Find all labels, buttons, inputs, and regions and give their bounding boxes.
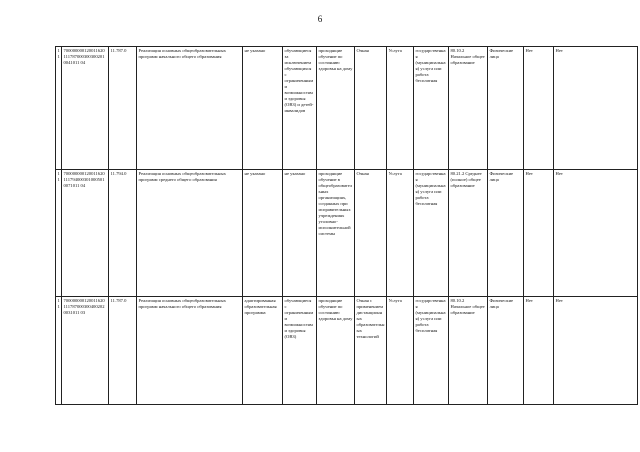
cell-content-3: проходящие обучение по состоянию здоровья на дому	[317, 297, 355, 405]
cell-form: Очная	[355, 170, 387, 297]
cell-consumer: Физические лица	[488, 170, 524, 297]
cell-registry-code: 7000000001200116201117870003004002020031011 03	[62, 297, 109, 405]
cell-num: 11	[56, 170, 62, 297]
cell-service-name: Реализация основных общеобразовательных программ начального общего образования	[137, 47, 243, 170]
cell-okved: 80.10.2 Начальное общее образование	[449, 297, 488, 405]
cell-type: Услуга	[387, 47, 414, 170]
cell-service-name: Реализация основных общеобразовательных программ начального общего образования	[137, 297, 243, 405]
cell-content-1: адаптированная образовательная программа	[243, 297, 283, 405]
cell-okved: 80.10.2 Начальное общее образование	[449, 47, 488, 170]
cell-flag-1: Нет	[524, 47, 554, 170]
cell-flag-1: Нет	[524, 297, 554, 405]
cell-registry-code: 7000000001200116201117870003003002010041011 04	[62, 47, 109, 170]
cell-registry-code: 7000000001200116201117940003010005010071011 04	[62, 170, 109, 297]
cell-num: 11	[56, 47, 62, 170]
cell-flag-1: Нет	[524, 170, 554, 297]
table-row	[56, 297, 638, 405]
cell-flag-2: Нет	[554, 297, 638, 405]
table-row	[56, 170, 638, 297]
cell-okved: 80.21.2 Среднее (полное) общее образование	[449, 170, 488, 297]
cell-content-3: проходящие обучение по состоянию здоровья на дому	[317, 47, 355, 170]
cell-type: Услуга	[387, 170, 414, 297]
table-row	[56, 47, 638, 170]
page-number: 6	[317, 14, 323, 24]
cell-norm: 11.794.0	[109, 170, 137, 297]
cell-content-3: проходящие обучение в общеобразовательных организациях, созданных при исправительных учреждениях уголовно-исполнительной системы	[317, 170, 355, 297]
cell-form: Очная с применением дистанционных образовательных технологий	[355, 297, 387, 405]
cell-norm: 11.787.0	[109, 47, 137, 170]
cell-flag-2: Нет	[554, 170, 638, 297]
cell-consumer: Физические лица	[488, 297, 524, 405]
cell-provider: государственная (муниципальная) услуга или работа бесплатная	[414, 297, 449, 405]
cell-service-name: Реализация основных общеобразовательных программ среднего общего образования	[137, 170, 243, 297]
cell-num: 11	[56, 297, 62, 405]
cell-type: Услуга	[387, 297, 414, 405]
cell-content-2: обучающиеся за исключением обучающихся с ограниченными возможностями здоровья (ОВЗ) и детей-инвалидов	[283, 47, 317, 170]
cell-content-2: не указано	[283, 170, 317, 297]
cell-consumer: Физические лица	[488, 47, 524, 170]
cell-provider: государственная (муниципальная) услуга или работа бесплатная	[414, 47, 449, 170]
registry-table	[55, 46, 638, 405]
cell-form: Очная	[355, 47, 387, 170]
cell-content-1: не указано	[243, 47, 283, 170]
cell-norm: 11.787.0	[109, 297, 137, 405]
cell-content-1: не указано	[243, 170, 283, 297]
cell-content-2: обучающиеся с ограниченными возможностями здоровья (ОВЗ)	[283, 297, 317, 405]
cell-provider: государственная (муниципальная) услуга или работа бесплатная	[414, 170, 449, 297]
cell-flag-2: Нет	[554, 47, 638, 170]
